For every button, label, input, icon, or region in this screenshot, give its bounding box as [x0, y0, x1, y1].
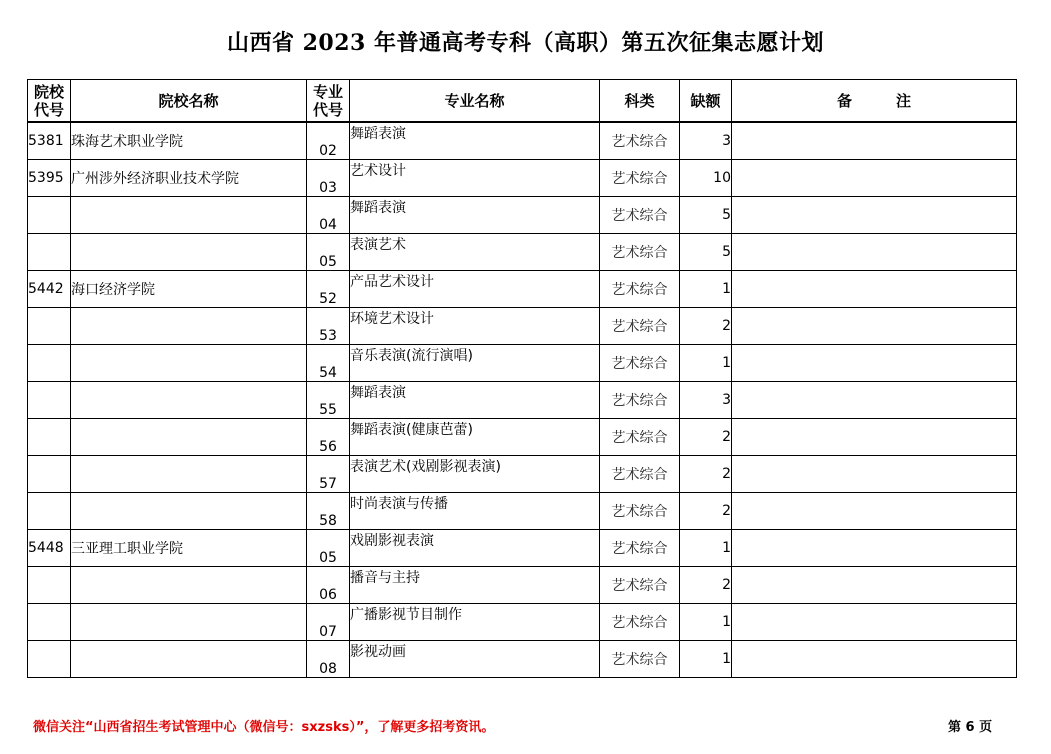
- category-cell: 艺术综合: [600, 122, 680, 160]
- quota-cell: 3: [680, 122, 732, 160]
- major-code-cell: 57: [307, 456, 350, 493]
- school-code-cell: [28, 308, 71, 345]
- table-row: [28, 419, 1017, 456]
- major-name-cell: 时尚表演与传播: [350, 493, 600, 530]
- school-name-cell: [71, 197, 307, 234]
- note-cell: [732, 197, 1017, 234]
- major-name-cell: 广播影视节目制作: [350, 604, 600, 641]
- note-cell: [732, 382, 1017, 419]
- category-cell: 艺术综合: [600, 530, 680, 567]
- major-name-cell: 产品艺术设计: [350, 271, 600, 308]
- category-cell: 艺术综合: [600, 493, 680, 530]
- school-name-cell: 海口经济学院: [71, 271, 307, 308]
- major-name-cell: 舞蹈表演(健康芭蕾): [350, 419, 600, 456]
- quota-cell: 10: [680, 160, 732, 197]
- category-cell: 艺术综合: [600, 567, 680, 604]
- school-code-cell: 5448: [28, 530, 71, 567]
- category-cell: 艺术综合: [600, 197, 680, 234]
- note-cell: [732, 271, 1017, 308]
- category-cell: 艺术综合: [600, 604, 680, 641]
- category-cell: 艺术综合: [600, 382, 680, 419]
- note-cell: [732, 308, 1017, 345]
- header-major-code-line1: 专业: [312, 82, 343, 101]
- major-name-cell: 影视动画: [350, 641, 600, 678]
- note-cell: [732, 345, 1017, 382]
- major-name-cell: 舞蹈表演: [350, 122, 600, 160]
- quota-cell: 1: [680, 271, 732, 308]
- header-school-code-line1: 院校: [33, 82, 64, 101]
- table-row: [28, 567, 1017, 604]
- table-row: [28, 456, 1017, 493]
- note-cell: [732, 234, 1017, 271]
- table-row: [28, 122, 1017, 160]
- major-code-cell: 53: [307, 308, 350, 345]
- major-code-cell: 04: [307, 197, 350, 234]
- quota-cell: 2: [680, 493, 732, 530]
- major-code-cell: 58: [307, 493, 350, 530]
- quota-cell: 1: [680, 604, 732, 641]
- school-code-cell: [28, 604, 71, 641]
- school-code-cell: [28, 234, 71, 271]
- note-cell: [732, 604, 1017, 641]
- table-row: [28, 641, 1017, 678]
- quota-cell: 1: [680, 345, 732, 382]
- school-code-cell: [28, 567, 71, 604]
- page-number: 第 6 页: [948, 720, 993, 735]
- table-row: [28, 160, 1017, 197]
- quota-cell: 5: [680, 197, 732, 234]
- table-row: [28, 493, 1017, 530]
- major-code-cell: 55: [307, 382, 350, 419]
- category-cell: 艺术综合: [600, 160, 680, 197]
- header-category: 科类: [600, 80, 680, 123]
- major-name-cell: 艺术设计: [350, 160, 600, 197]
- note-cell: [732, 641, 1017, 678]
- header-note: [732, 80, 1017, 123]
- quota-cell: 2: [680, 567, 732, 604]
- wechat-notice: 微信关注“山西省招生考试管理中心（微信号：sxzsks）”，了解更多招考资讯。: [33, 720, 495, 735]
- header-school-code: [28, 80, 71, 123]
- header-major-name: 专业名称: [350, 80, 600, 123]
- category-cell: 艺术综合: [600, 456, 680, 493]
- quota-cell: 1: [680, 530, 732, 567]
- category-cell: 艺术综合: [600, 345, 680, 382]
- header-note-char2: 注: [896, 91, 912, 110]
- note-cell: [732, 530, 1017, 567]
- table-row: [28, 234, 1017, 271]
- table-row: [28, 308, 1017, 345]
- school-name-cell: 三亚理工职业学院: [71, 530, 307, 567]
- school-code-cell: [28, 456, 71, 493]
- enrollment-plan-table: [27, 79, 1017, 678]
- quota-cell: 5: [680, 234, 732, 271]
- table-body: [28, 122, 1017, 678]
- table-row: [28, 530, 1017, 567]
- major-name-cell: 播音与主持: [350, 567, 600, 604]
- major-code-cell: 06: [307, 567, 350, 604]
- quota-cell: 2: [680, 419, 732, 456]
- quota-cell: 3: [680, 382, 732, 419]
- table-row: [28, 382, 1017, 419]
- note-cell: [732, 122, 1017, 160]
- major-code-cell: 02: [307, 122, 350, 160]
- category-cell: 艺术综合: [600, 308, 680, 345]
- note-cell: [732, 160, 1017, 197]
- major-code-cell: 52: [307, 271, 350, 308]
- school-code-cell: [28, 345, 71, 382]
- school-code-cell: [28, 493, 71, 530]
- note-cell: [732, 419, 1017, 456]
- major-name-cell: 音乐表演(流行演唱): [350, 345, 600, 382]
- school-name-cell: [71, 493, 307, 530]
- school-name-cell: [71, 456, 307, 493]
- table-row: [28, 604, 1017, 641]
- major-code-cell: 05: [307, 530, 350, 567]
- header-school-code-line2: 代号: [33, 100, 64, 119]
- header-note-char1: 备: [836, 91, 852, 110]
- category-cell: 艺术综合: [600, 271, 680, 308]
- school-code-cell: [28, 382, 71, 419]
- note-cell: [732, 567, 1017, 604]
- school-name-cell: 珠海艺术职业学院: [71, 122, 307, 160]
- major-code-cell: 07: [307, 604, 350, 641]
- category-cell: 艺术综合: [600, 234, 680, 271]
- school-name-cell: [71, 419, 307, 456]
- school-code-cell: 5381: [28, 122, 71, 160]
- school-code-cell: [28, 419, 71, 456]
- school-name-cell: [71, 567, 307, 604]
- header-quota: 缺额: [680, 80, 732, 123]
- school-name-cell: [71, 345, 307, 382]
- quota-cell: 2: [680, 456, 732, 493]
- school-code-cell: 5442: [28, 271, 71, 308]
- table-row: [28, 271, 1017, 308]
- major-code-cell: 54: [307, 345, 350, 382]
- note-cell: [732, 456, 1017, 493]
- major-name-cell: 环境艺术设计: [350, 308, 600, 345]
- school-name-cell: [71, 308, 307, 345]
- table-row: [28, 197, 1017, 234]
- major-name-cell: 舞蹈表演: [350, 382, 600, 419]
- school-name-cell: [71, 234, 307, 271]
- school-name-cell: 广州涉外经济职业技术学院: [71, 160, 307, 197]
- category-cell: 艺术综合: [600, 419, 680, 456]
- note-cell: [732, 493, 1017, 530]
- quota-cell: 1: [680, 641, 732, 678]
- major-name-cell: 表演艺术: [350, 234, 600, 271]
- school-name-cell: [71, 382, 307, 419]
- header-major-code: [307, 80, 350, 123]
- school-name-cell: [71, 604, 307, 641]
- major-code-cell: 56: [307, 419, 350, 456]
- major-name-cell: 舞蹈表演: [350, 197, 600, 234]
- quota-cell: 2: [680, 308, 732, 345]
- major-code-cell: 03: [307, 160, 350, 197]
- table-header: [28, 80, 1017, 123]
- major-name-cell: 戏剧影视表演: [350, 530, 600, 567]
- school-name-cell: [71, 641, 307, 678]
- school-code-cell: 5395: [28, 160, 71, 197]
- major-name-cell: 表演艺术(戏剧影视表演): [350, 456, 600, 493]
- document-title: 山西省 2023 年普通高考专科（高职）第五次征集志愿计划: [226, 30, 825, 56]
- major-code-cell: 08: [307, 641, 350, 678]
- category-cell: 艺术综合: [600, 641, 680, 678]
- major-code-cell: 05: [307, 234, 350, 271]
- school-code-cell: [28, 197, 71, 234]
- school-code-cell: [28, 641, 71, 678]
- table-row: [28, 345, 1017, 382]
- header-school-name: 院校名称: [71, 80, 307, 123]
- header-major-code-line2: 代号: [312, 100, 343, 119]
